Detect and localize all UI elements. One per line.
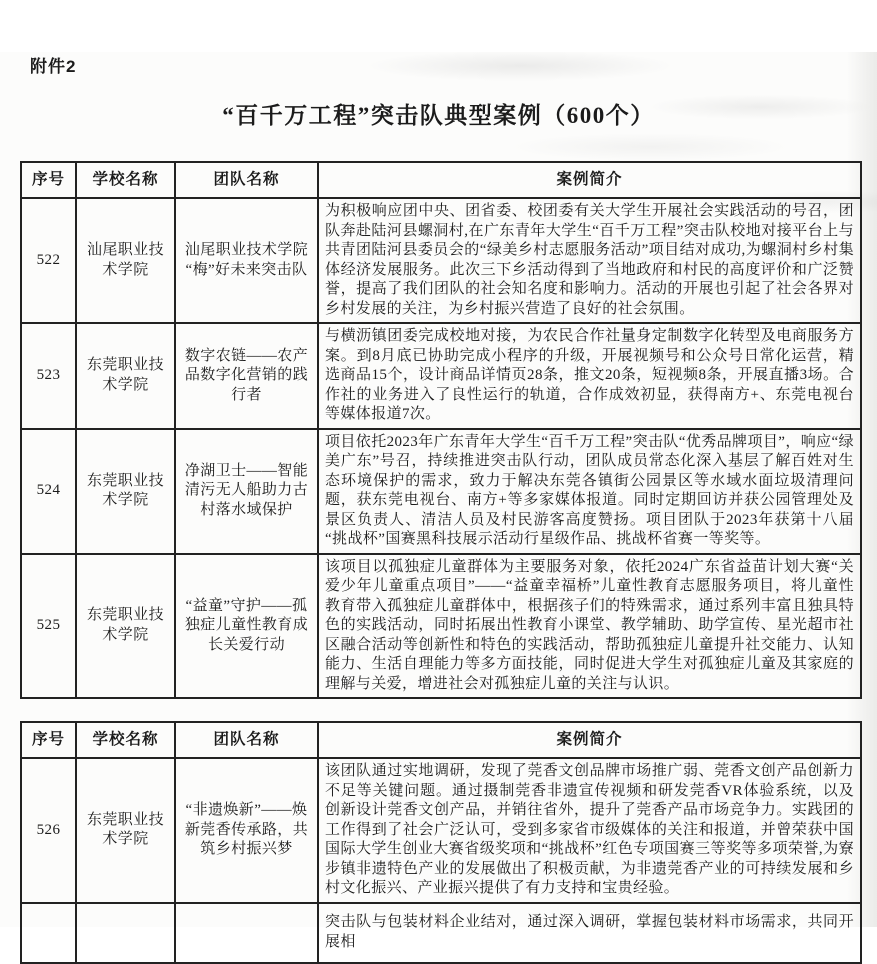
cell-brief: 项目依托2023年广东青年大学生“百千万工程”突击队“优秀品牌项目”，响应“绿美广东”号召，持续推进突击队行动，团队成员常态化深入基层了解百姓对生态环境保护的需求，致力于解决东莞各镇街公园景区等水域水面垃圾清理问题，获东莞电视台、南方+等多家媒体报道。同时定期回访并获公园管理处及景区负责人、清洁人员及村民游客高度赞扬。项目团队于2023年获第十八届“挑战杯”国赛黑科技展示活动行星级作品、挑战杯省赛一等奖等。	[318, 429, 861, 554]
table-row	[21, 323, 861, 429]
cell-team: 数字农链——农产品数字化营销的践行者	[175, 323, 318, 429]
cell-brief: 该项目以孤独症儿童群体为主要服务对象，依托2024广东省益苗计划大赛“关爱少年儿童重点项目”——“益童幸福桥”儿童性教育志愿服务项目，将儿童性教育带入孤独症儿童群体中，根据孩子们的特殊需求，通过系列丰富且独具特色的实践活动，同时拓展出性教育小课堂、教学辅助、助学宣传、星光超市社区融合活动等创新性和特色的实践活动，帮助孤独症儿童提升社交能力、认知能力、生活自理能力等多方面技能，同时促进大学生对孤独症儿童及其家庭的理解与关爱，增进社会对孤独症儿童的关注与认识。	[318, 554, 861, 699]
cell-brief: 为积极响应团中央、团省委、校团委有关大学生开展社会实践活动的号召，团队奔赴陆河县螺洞村,在广东青年大学生“百千万工程”突击队校地对接平台上与共青团陆河县委员会的“绿美乡村志愿服务活动”项目结对成功,为螺洞村乡村集体经济发展服务。此次三下乡活动得到了当地政府和村民的高度评价和广泛赞誉，提高了我们团队的社会知名度和影响力。活动的开展也引起了社会各界对乡村发展的关注，为乡村振兴营造了良好的社会氛围。	[318, 198, 861, 323]
cell-serial: 523	[21, 323, 76, 429]
header-cell-brief: 案例简介	[318, 162, 861, 198]
table-row	[21, 429, 861, 554]
cell-school: 东莞职业技术学院	[76, 554, 175, 699]
cell-team: 汕尾职业技术学院“梅”好未来突击队	[175, 198, 318, 323]
cell-team	[175, 903, 318, 963]
table-row	[21, 554, 861, 699]
cell-team: 净湖卫士——智能清污无人船助力古村落水域保护	[175, 429, 318, 554]
cell-school: 东莞职业技术学院	[76, 758, 175, 903]
cell-school: 东莞职业技术学院	[76, 323, 175, 429]
header-cell-brief: 案例简介	[318, 722, 861, 758]
table-header-row	[21, 722, 861, 758]
table-header-row	[21, 162, 861, 198]
cell-team: “非遗焕新”——焕新莞香传承路，共筑乡村振兴梦	[175, 758, 318, 903]
cell-brief: 突击队与包装材料企业结对，通过深入调研，掌握包装材料市场需求，共同开展相	[318, 903, 861, 963]
cell-team: “益童”守护——孤独症儿童性教育成长关爱行动	[175, 554, 318, 699]
cell-school	[76, 903, 175, 963]
scanned-document-page	[0, 52, 877, 950]
case-table-2	[20, 721, 862, 964]
cell-brief: 与横沥镇团委完成校地对接，为农民合作社量身定制数字化转型及电商服务方案。到8月底已协助完成小程序的升级，开展视频号和公众号日常化运营，精选商品15个，设计商品详情页28条，推文20条，短视频8条，开展直播3场。合作社的业务进入了良性运行的轨道，合作成效初显，获得南方+、东莞电视台等媒体报道7次。	[318, 323, 861, 429]
cell-serial: 522	[21, 198, 76, 323]
cell-serial	[21, 903, 76, 963]
header-cell-team: 团队名称	[175, 162, 318, 198]
attachment-label: 附件2	[30, 57, 77, 76]
table-row	[21, 903, 861, 963]
cell-serial: 526	[21, 758, 76, 903]
header-cell-serial: 序号	[21, 162, 76, 198]
table-row	[21, 758, 861, 903]
table-row	[21, 198, 861, 323]
cell-school: 汕尾职业技术学院	[76, 198, 175, 323]
cell-school: 东莞职业技术学院	[76, 429, 175, 554]
cell-brief: 该团队通过实地调研，发现了莞香文创品牌市场推广弱、莞香文创产品创新力不足等关键问题。通过摄制莞香非遗宣传视频和研发莞香VR体验系统，以及创新设计莞香文创产品，并销往省外，提升了莞香产品市场竞争力。实践团的工作得到了社会广泛认可，受到多家省市级媒体的关注和报道，并曾荣获中国国际大学生创业大赛省级奖项和“挑战杯”红色专项国赛三等奖等多项荣誉,为寮步镇非遗特色产业的发展做出了积极贡献，为非遗莞香产业的可持续发展和乡村文化振兴、产业振兴提供了有力支持和宝贵经验。	[318, 758, 861, 903]
case-table-1	[20, 161, 862, 699]
header-cell-school: 学校名称	[76, 162, 175, 198]
cell-serial: 525	[21, 554, 76, 699]
header-cell-serial: 序号	[21, 722, 76, 758]
header-cell-team: 团队名称	[175, 722, 318, 758]
header-cell-school: 学校名称	[76, 722, 175, 758]
page-title: “百千万工程”突击队典型案例（600个）	[222, 103, 655, 128]
cell-serial: 524	[21, 429, 76, 554]
